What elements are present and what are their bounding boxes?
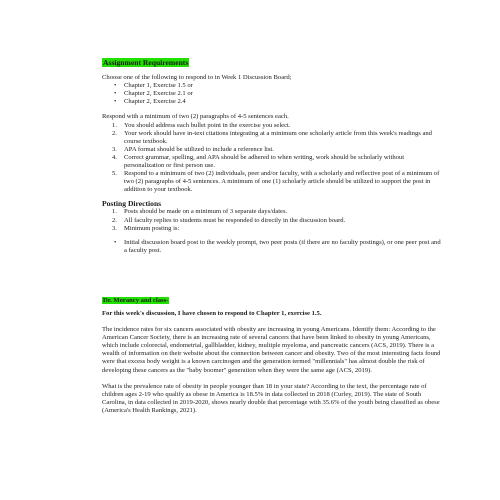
post-paragraph-2: What is the prevalence rate of obesity in people younger than 18 in your state? According to the text, the percentage rate of children ages 2-19 who qualify as obese in America is 18.5% in data collected in 2018 (Curley, 2019). The state of South Carolina, in data collected in 2019-2020, shows nearly double that percentage with 35.6% of the youth being classified as obese (America's Health Rankings, 2021).: [102, 382, 440, 414]
post-greeting: Dr. Morancy and class-: [103, 296, 169, 304]
posting-item: 3. Minimum posting is:: [112, 224, 180, 232]
posting-bullet: • Initial discussion board post to the weekly prompt, two peer posts (if there are no faculty postings), or one peer post and a faculty post.: [102, 239, 442, 255]
posting-item: 2. All faculty replies to students must be responded to directly in the discussion board.: [112, 216, 346, 224]
posting-heading: Posting Directions: [102, 199, 162, 209]
posting-item: 1. Posts should be made on a minimum of 3 separate days/dates.: [112, 208, 288, 216]
requirement-item: 5. Respond to a minimum of two (2) individuals, peer and/or faculty, with a scholarly and reflective post of a minimum of two (2) paragraphs of 4-5 sentences. A minimum of one (1) scholarly article should be utilized to support the post in addition to your textbook.: [112, 170, 440, 194]
respond-intro: Respond with a minimum of two (2) paragraphs of 4-5 sentences each.: [102, 113, 289, 121]
assignment-heading: Assignment Requirements: [103, 58, 189, 67]
posting-list: [102, 208, 442, 232]
post-lead: For this week's discussion, I have chosen to respond to Chapter 1, exercise 1.5.: [102, 309, 322, 317]
requirement-item: 4. Correct grammar, spelling, and APA should be adhered to when writing, work should be scholarly without personalization or first person use.: [112, 153, 405, 170]
choice-list: [102, 82, 442, 106]
assignment-intro: Choose one of the following to respond to in Week 1 Discussion Board;: [102, 74, 292, 82]
requirement-item: 1. You should address each bullet point in the exercise you select.: [112, 121, 291, 129]
post-paragraph-1: The incidence rates for six cancers associated with obesity are increasing in young Americans. Identify them: According to the American Cancer Society, there is an increasing rate of several cancers that have been linked to obesity in young Americans, which include colorectal, endometrial, gallbladder, kidney, multiple myeloma, and pancreatic cancers (ACS, 2019). There is a wealth of information on their website about the connection between cancer and obesity. Two of the most interesting facts found were that excess body weight is a known carcinogen and the generation termed "millennials" has almost double the risk of developing these cancers as the "baby boomer" generation when they were the same age (ACS, 2019).: [102, 326, 441, 374]
choice-item: • Chapter 1, Exercise 1.5 or: [102, 82, 442, 90]
document-page: [102, 54, 442, 415]
requirements-list: [102, 122, 442, 195]
choice-item: • Chapter 2, Exercise 2.4: [102, 98, 442, 106]
choice-item: • Chapter 2, Exercise 2.1 or: [102, 90, 442, 98]
posting-bullet-list: [102, 239, 442, 255]
requirement-item: 3. APA format should be utilized to include a reference list.: [112, 145, 274, 153]
requirement-item: 2. Your work should have in-text citations integrating at a minimum one scholarly article from this week's readings and course textbook.: [112, 129, 432, 145]
